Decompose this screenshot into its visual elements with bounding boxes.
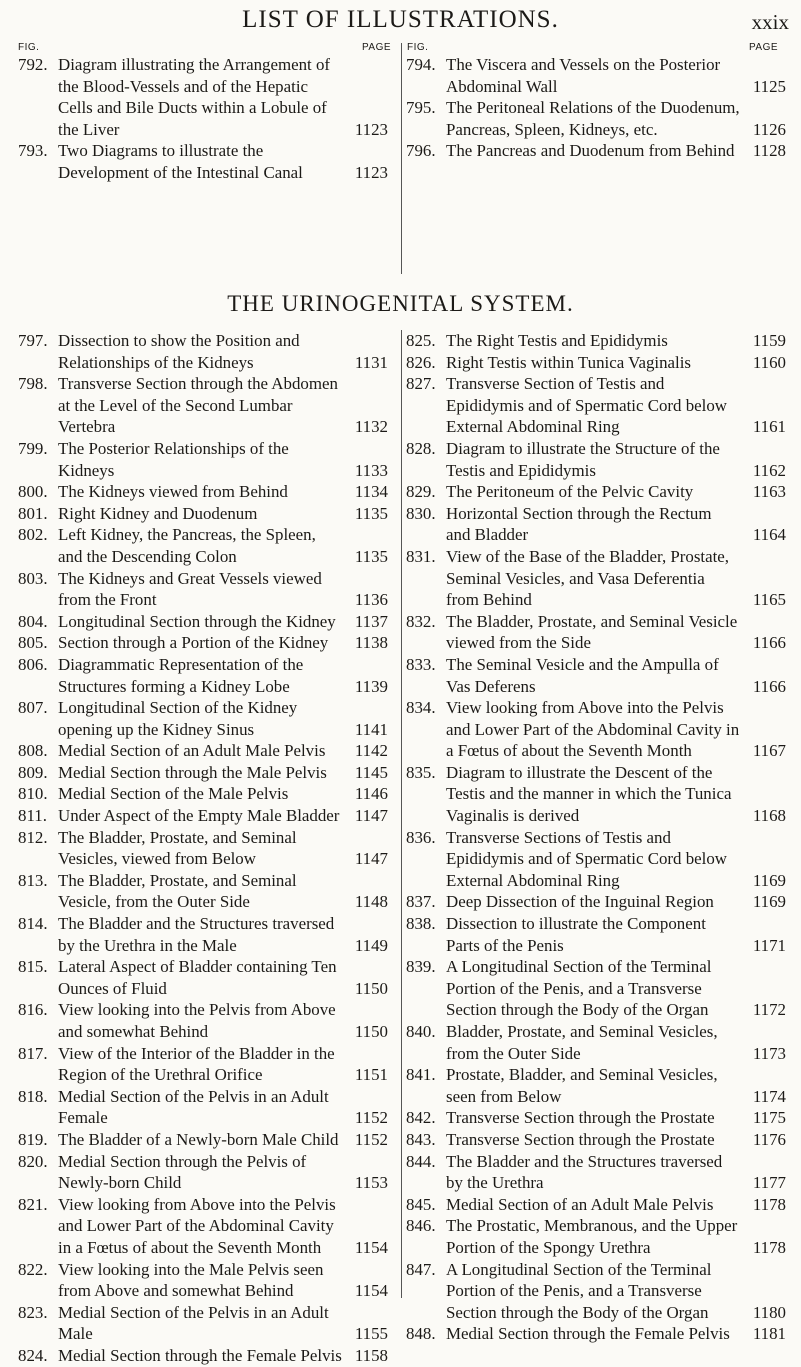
toc-entry (18, 783, 388, 805)
figure-caption: Transverse Section through the Abdomen at the Level of the Second Lumbar Vertebra (58, 374, 338, 437)
figure-caption: Right Kidney and Duodenum (58, 503, 258, 523)
page-number: 1150 (351, 978, 388, 1000)
figure-caption: A Longitudinal Section of the Terminal Portion of the Penis, and a Transverse Section through the Body of the Organ (446, 1259, 712, 1322)
toc-entry (406, 1129, 786, 1151)
figure-caption: Transverse Section of Testis and Epididymis and of Spermatic Cord below External Abdominal Ring (446, 374, 727, 437)
page-number: 1131 (351, 352, 388, 374)
figure-number: 794. (406, 55, 436, 74)
page-header (0, 6, 801, 36)
toc-entry (18, 1302, 388, 1345)
figure-number: 844. (406, 1151, 436, 1171)
figure-number: 811. (18, 806, 47, 826)
figure-number: 796. (406, 141, 436, 161)
page-number-roman: xxix (751, 10, 789, 34)
figure-caption: Medial Section of the Male Pelvis (58, 784, 289, 804)
page-number: 1168 (749, 805, 786, 827)
figure-caption: Longitudinal Section of the Kidney opening up the Kidney Sinus (58, 698, 298, 739)
figure-number: 793. (18, 141, 48, 161)
page-number: 1150 (351, 1021, 388, 1043)
page-number: 1123 (351, 162, 388, 184)
running-title: LIST OF ILLUSTRATIONS. (242, 6, 559, 33)
figure-caption: The Right Testis and Epididymis (446, 331, 668, 350)
figure-caption: The Peritoneum of the Pelvic Cavity (446, 482, 694, 502)
figure-caption: Diagrammatic Representation of the Structures forming a Kidney Lobe (58, 654, 304, 696)
figure-number: 801. (18, 503, 48, 523)
figure-caption: View looking into the Male Pelvis seen from Above and somewhat Behind (58, 1259, 324, 1301)
page-number: 1128 (749, 140, 786, 162)
page-column-label-left: PAGE (362, 42, 392, 53)
figure-caption: Under Aspect of the Empty Male Bladder (58, 806, 340, 826)
toc-entry (18, 1259, 388, 1302)
page-number: 1132 (351, 416, 388, 438)
figure-number: 810. (18, 784, 48, 804)
toc-entry (406, 891, 786, 913)
figure-number: 824. (18, 1345, 48, 1365)
toc-entry (406, 1194, 786, 1216)
figure-caption: View looking from Above into the Pelvis and Lower Part of the Abdominal Cavity in a Fœtus of about the Seventh Month (446, 698, 740, 761)
toc-entry (18, 1086, 388, 1129)
page-number: 1153 (351, 1172, 388, 1194)
page-number: 1166 (749, 632, 786, 654)
toc-entry (406, 827, 786, 892)
toc-entry (406, 1064, 786, 1107)
column-divider-main (401, 330, 402, 1298)
figure-number: 830. (406, 503, 436, 523)
figure-caption: View looking from Above into the Pelvis and Lower Part of the Abdominal Cavity in a Fœtus of about the Seventh Month (58, 1194, 336, 1257)
figure-caption: Diagram to illustrate the Descent of the Testis and the manner in which the Tunica Vaginalis is derived (446, 762, 732, 826)
figure-caption: The Kidneys and Great Vessels viewed from the Front (58, 568, 322, 610)
toc-entry (406, 1259, 786, 1324)
toc-entry (406, 956, 786, 1021)
toc-entry (18, 697, 388, 740)
page-number: 1172 (749, 999, 786, 1021)
toc-entry (18, 438, 388, 481)
figure-caption: View of the Interior of the Bladder in the Region of the Urethral Orifice (58, 1043, 335, 1085)
page-number: 1151 (351, 1064, 388, 1086)
figure-caption: Transverse Sections of Testis and Epididymis and of Spermatic Cord below External Abdominal Ring (446, 827, 727, 890)
figure-caption: View looking into the Pelvis from Above and somewhat Behind (58, 1000, 336, 1041)
toc-entry (406, 438, 786, 481)
figure-caption: The Peritoneal Relations of the Duodenum, Pancreas, Spleen, Kidneys, etc. (446, 98, 740, 139)
figure-number: 835. (406, 762, 436, 782)
figure-caption: The Pancreas and Duodenum from Behind (446, 141, 735, 161)
figure-number: 818. (18, 1086, 48, 1106)
figure-number: 841. (406, 1065, 436, 1085)
figure-number: 831. (406, 546, 436, 566)
page-number: 1135 (351, 546, 388, 568)
figure-number: 842. (406, 1108, 436, 1128)
figure-caption: The Bladder and the Structures traversed by the Urethra (446, 1151, 723, 1193)
page-number: 1152 (351, 1107, 388, 1129)
figure-number: 804. (18, 611, 48, 631)
page-number: 1171 (749, 935, 786, 957)
page-column-label-right: PAGE (749, 42, 779, 53)
figure-number: 815. (18, 957, 48, 977)
figure-number: 807. (18, 698, 48, 718)
page-number: 1134 (351, 481, 388, 503)
figure-number: 816. (18, 1000, 48, 1020)
page-number: 1162 (749, 460, 786, 482)
page-number: 1177 (749, 1172, 786, 1194)
toc-entry (18, 611, 388, 633)
page-number: 1160 (749, 352, 786, 374)
figure-caption: The Bladder, Prostate, and Seminal Vesicle viewed from the Side (446, 611, 738, 653)
toc-entry (406, 54, 786, 97)
toc-column-top-left (18, 54, 388, 184)
page-number: 1152 (351, 1129, 388, 1151)
toc-entry (18, 503, 388, 525)
figure-caption: Medial Section of the Pelvis in an Adult Male (58, 1302, 329, 1344)
page-number: 1126 (749, 119, 786, 141)
page-number: 1164 (749, 524, 786, 546)
figure-number: 821. (18, 1194, 48, 1214)
toc-entry (18, 632, 388, 654)
figure-caption: Medial Section of an Adult Male Pelvis (446, 1194, 714, 1214)
toc-entry (406, 546, 786, 611)
page-number: 1136 (351, 589, 388, 611)
page-number: 1178 (749, 1237, 786, 1259)
page-number: 1123 (351, 119, 388, 141)
page-number: 1154 (351, 1237, 388, 1259)
figure-number: 847. (406, 1259, 436, 1279)
toc-entry (18, 524, 388, 567)
figure-number: 812. (18, 827, 48, 847)
figure-caption: Section through a Portion of the Kidney (58, 633, 329, 653)
figure-number: 827. (406, 374, 436, 394)
figure-number: 797. (18, 331, 48, 350)
figure-caption: The Bladder, Prostate, and Seminal Vesicle, from the Outer Side (58, 870, 297, 912)
page-number: 1158 (351, 1345, 388, 1367)
figure-caption: The Posterior Relationships of the Kidneys (58, 438, 289, 480)
page-number: 1159 (749, 330, 786, 352)
figure-number: 819. (18, 1129, 48, 1149)
figure-caption: Deep Dissection of the Inguinal Region (446, 892, 714, 912)
fig-column-label-left: FIG. (18, 42, 40, 53)
toc-entry (18, 1194, 388, 1259)
toc-entry (18, 762, 388, 784)
page-number: 1135 (351, 503, 388, 525)
toc-column-top-right (406, 54, 786, 162)
page-number: 1154 (351, 1280, 388, 1302)
toc-entry (406, 503, 786, 546)
figure-caption: Medial Section through the Female Pelvis (58, 1345, 342, 1365)
figure-number: 825. (406, 331, 436, 350)
toc-entry (406, 1151, 786, 1194)
figure-caption: Two Diagrams to illustrate the Development of the Intestinal Canal (58, 141, 303, 182)
page-number: 1147 (351, 848, 388, 870)
figure-number: 805. (18, 633, 48, 653)
toc-entry (18, 805, 388, 827)
page-number: 1145 (351, 762, 388, 784)
figure-caption: Lateral Aspect of Bladder containing Ten Ounces of Fluid (58, 957, 337, 998)
toc-entry (406, 913, 786, 956)
figure-number: 828. (406, 438, 436, 458)
toc-entry (406, 1021, 786, 1064)
toc-entry (406, 654, 786, 697)
toc-entry (18, 827, 388, 870)
toc-entry (18, 1043, 388, 1086)
figure-number: 822. (18, 1259, 48, 1279)
page-number: 1165 (749, 589, 786, 611)
toc-entry (18, 654, 388, 697)
toc-entry (406, 330, 786, 352)
figure-caption: The Bladder of a Newly-born Male Child (58, 1129, 339, 1149)
figure-caption: The Kidneys viewed from Behind (58, 482, 288, 502)
toc-entry (18, 481, 388, 503)
page-number: 1147 (351, 805, 388, 827)
figure-caption: Medial Section through the Male Pelvis (58, 762, 327, 782)
toc-column-right (406, 330, 786, 1345)
page-number: 1146 (351, 783, 388, 805)
toc-entry (18, 568, 388, 611)
figure-number: 798. (18, 374, 48, 394)
toc-entry (406, 1215, 786, 1258)
page-number: 1173 (749, 1043, 786, 1065)
toc-entry (406, 697, 786, 762)
page-number: 1167 (749, 740, 786, 762)
figure-caption: Diagram illustrating the Arrangement of the Blood-Vessels and of the Hepatic Cells and Bile Ducts within a Lobule of the Liver (58, 55, 331, 139)
page-number: 1139 (351, 676, 388, 698)
figure-number: 843. (406, 1129, 436, 1149)
figure-number: 802. (18, 525, 48, 545)
page-number: 1175 (749, 1107, 786, 1129)
figure-caption: Dissection to show the Position and Relationships of the Kidneys (58, 331, 300, 372)
figure-caption: The Seminal Vesicle and the Ampulla of Vas Deferens (446, 654, 719, 696)
toc-entry (18, 54, 388, 140)
page-number: 1133 (351, 460, 388, 482)
figure-caption: Transverse Section through the Prostate (446, 1108, 715, 1128)
figure-caption: The Bladder and the Structures traversed by the Urethra in the Male (58, 914, 335, 955)
figure-caption: Transverse Section through the Prostate (446, 1129, 715, 1149)
toc-entry (406, 140, 786, 162)
page-number: 1142 (351, 740, 388, 762)
figure-number: 834. (406, 698, 436, 718)
toc-entry (18, 1129, 388, 1151)
figure-number: 837. (406, 892, 436, 912)
figure-caption: Diagram to illustrate the Structure of the Testis and Epididymis (446, 438, 720, 480)
figure-caption: Bladder, Prostate, and Seminal Vesicles, from the Outer Side (446, 1022, 718, 1063)
page-number: 1141 (351, 719, 388, 741)
toc-entry (406, 97, 786, 140)
toc-entry (18, 913, 388, 956)
figure-number: 839. (406, 957, 436, 977)
figure-number: 813. (18, 870, 48, 890)
figure-caption: Dissection to illustrate the Component Parts of the Penis (446, 914, 706, 955)
figure-number: 814. (18, 914, 48, 934)
page-number: 1174 (749, 1086, 786, 1108)
toc-entry (18, 999, 388, 1042)
figure-caption: Longitudinal Section through the Kidney (58, 611, 336, 631)
page-number: 1155 (351, 1323, 388, 1345)
figure-caption: A Longitudinal Section of the Terminal Portion of the Penis, and a Transverse Section through the Body of the Organ (446, 957, 712, 1020)
figure-caption: Medial Section of the Pelvis in an Adult Female (58, 1086, 329, 1128)
toc-entry (18, 956, 388, 999)
figure-number: 845. (406, 1194, 436, 1214)
page-number: 1178 (749, 1194, 786, 1216)
figure-number: 826. (406, 352, 436, 372)
toc-entry (406, 481, 786, 503)
figure-number: 836. (406, 827, 436, 847)
figure-caption: Medial Section through the Female Pelvis (446, 1324, 730, 1344)
toc-column-left (18, 330, 388, 1367)
page-number: 1163 (749, 481, 786, 503)
page-number: 1176 (749, 1129, 786, 1151)
toc-entry (406, 352, 786, 374)
toc-entry (406, 373, 786, 438)
figure-number: 823. (18, 1302, 48, 1322)
figure-caption: Prostate, Bladder, and Seminal Vesicles, seen from Below (446, 1065, 718, 1106)
toc-entry (406, 611, 786, 654)
figure-number: 803. (18, 568, 48, 588)
page-number: 1181 (749, 1323, 786, 1345)
toc-entry (18, 373, 388, 438)
toc-entry (18, 1151, 388, 1194)
column-divider-top (401, 43, 402, 274)
figure-number: 809. (18, 762, 48, 782)
toc-entry (406, 1323, 786, 1345)
section-heading: THE URINOGENITAL SYSTEM. (227, 291, 574, 316)
page-number: 1125 (749, 76, 786, 98)
toc-entry (18, 1345, 388, 1367)
figure-number: 838. (406, 914, 436, 934)
figure-caption: View of the Base of the Bladder, Prostate, Seminal Vesicles, and Vasa Deferentia from Behind (446, 546, 730, 610)
figure-number: 795. (406, 98, 436, 118)
figure-number: 840. (406, 1022, 436, 1041)
figure-number: 792. (18, 55, 48, 74)
figure-number: 829. (406, 482, 436, 502)
figure-caption: The Viscera and Vessels on the Posterior Abdominal Wall (446, 55, 721, 96)
figure-number: 833. (406, 654, 436, 674)
page-number: 1138 (351, 632, 388, 654)
page-number: 1169 (749, 891, 786, 913)
page-number: 1166 (749, 676, 786, 698)
figure-number: 848. (406, 1324, 436, 1344)
toc-entry (18, 740, 388, 762)
figure-caption: The Prostatic, Membranous, and the Upper Portion of the Spongy Urethra (446, 1216, 738, 1257)
figure-caption: Right Testis within Tunica Vaginalis (446, 352, 692, 372)
figure-number: 806. (18, 654, 48, 674)
figure-caption: Horizontal Section through the Rectum and Bladder (446, 503, 712, 545)
toc-entry (18, 330, 388, 373)
figure-caption: Medial Section through the Pelvis of Newly-born Child (58, 1151, 307, 1193)
figure-number: 846. (406, 1216, 436, 1236)
fig-column-label-right: FIG. (407, 42, 429, 53)
figure-caption: Left Kidney, the Pancreas, the Spleen, and the Descending Colon (58, 525, 316, 566)
toc-entry (406, 1107, 786, 1129)
figure-number: 808. (18, 741, 48, 761)
figure-caption: The Bladder, Prostate, and Seminal Vesicles, viewed from Below (58, 827, 297, 869)
page-number: 1149 (351, 935, 388, 957)
figure-caption: Medial Section of an Adult Male Pelvis (58, 741, 326, 761)
figure-number: 820. (18, 1151, 48, 1171)
page-number: 1148 (351, 891, 388, 913)
figure-number: 800. (18, 482, 48, 502)
figure-number: 817. (18, 1043, 48, 1063)
toc-entry (406, 762, 786, 827)
page-number: 1169 (749, 870, 786, 892)
page-number: 1137 (351, 611, 388, 633)
page-number: 1161 (749, 416, 786, 438)
figure-number: 832. (406, 611, 436, 631)
page-number: 1180 (749, 1302, 786, 1324)
toc-entry (18, 140, 388, 183)
figure-number: 799. (18, 438, 48, 458)
toc-entry (18, 870, 388, 913)
